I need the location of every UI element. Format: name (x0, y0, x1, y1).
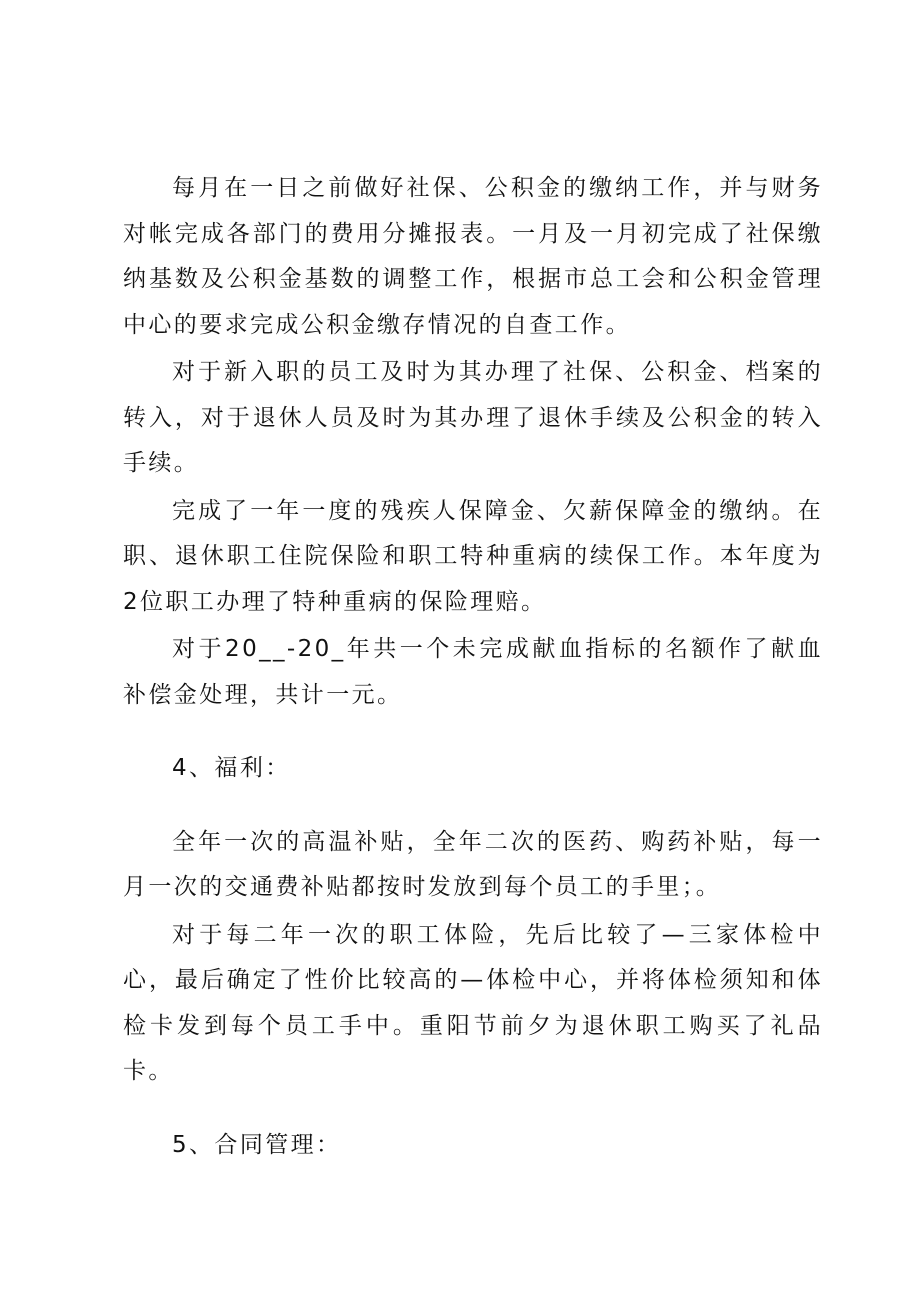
paragraph-allowances: 全年一次的高温补贴，全年二次的医药、购药补贴，每一月一次的交通费补贴都按时发放到每个员工的手里；。 (123, 828, 823, 900)
paragraph-social-insurance-payment: 每月在一日之前做好社保、公积金的缴纳工作，并与财务对帐完成各部门的费用分摊报表。一月及一月初完成了社保缴纳基数及公积金基数的调整工作，根据市总工会和公积金管理中心的要求完成公积金缴存情况的自查工作。 (123, 175, 823, 338)
section-heading-contract-management: 5、合同管理： (172, 1131, 342, 1158)
paragraph-new-and-retired-staff: 对于新入职的员工及时为其办理了社保、公积金、档案的转入，对于退休人员及时为其办理了退休手续及公积金的转入手续。 (123, 359, 823, 476)
paragraph-blood-donation: 对于20__-20_年共一个未完成献血指标的名额作了献血补偿金处理，共计一元。 (123, 636, 823, 708)
paragraph-disability-and-insurance: 完成了一年一度的残疾人保障金、欠薪保障金的缴纳。在职、退休职工住院保险和职工特种重病的续保工作。本年度为2位职工办理了特种重病的保险理赔。 (123, 497, 823, 615)
document-body (123, 166, 823, 1168)
paragraph-health-check: 对于每二年一次的职工体险，先后比较了—三家体检中心，最后确定了性价比较高的—体检中心，并将体检须知和体检卡发到每个员工手中。重阳节前夕为退休职工购买了礼品卡。 (123, 921, 823, 1084)
section-heading-welfare: 4、福利： (172, 755, 291, 781)
